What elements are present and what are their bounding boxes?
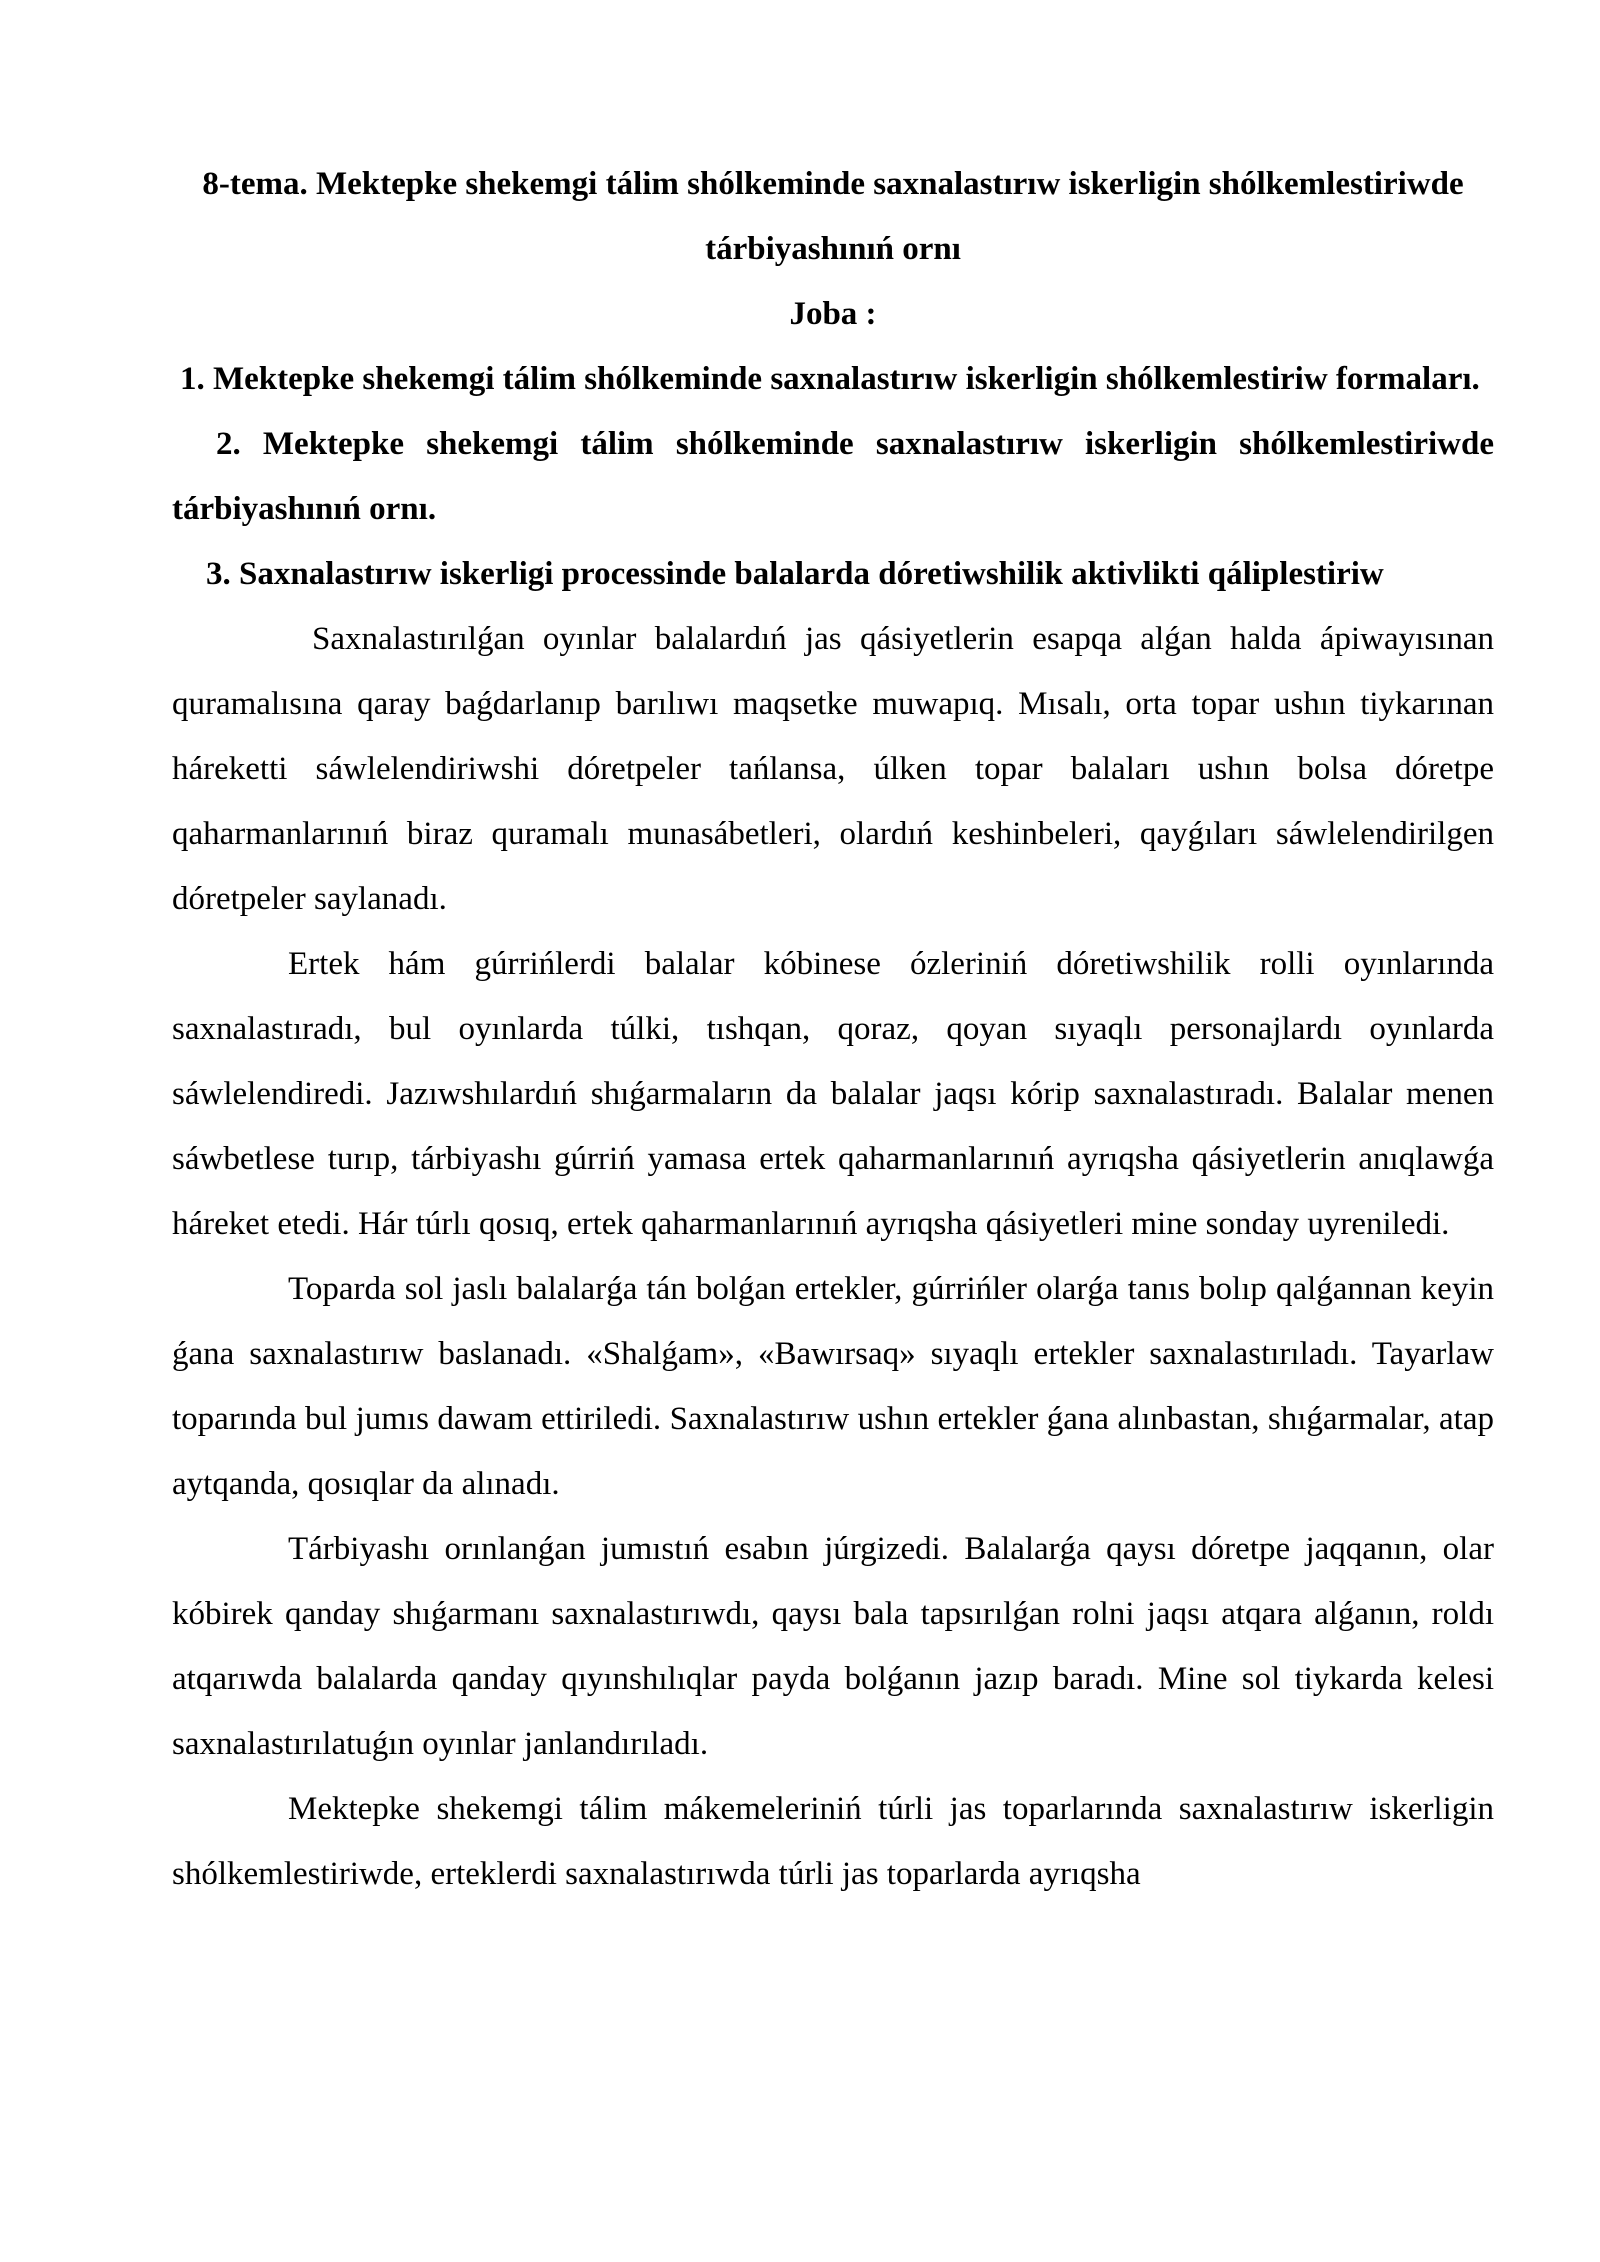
plan-item-3: 3. Saxnalastırıw iskerligi processinde balalarda dóretiwshilik aktivlikti qáliplestiriw — [206, 556, 1384, 592]
plan-heading: Joba : — [789, 296, 877, 332]
paragraph-3: Toparda sol jaslı balalarǵa tán bolǵan ertekler, gúrrińler olarǵa tanıs bolıp qalǵannan keyin ǵana saxnalastırıw baslanadı. «Shalǵam», «Bawırsaq» sıyaqlı ertekler saxnalastırıladı. Tayarlaw toparında bul jumıs dawam ettiriledi. Saxnalastırıw ushın ertekler ǵana alınbastan, shıǵarmalar, atap aytqanda, qosıqlar da alınadı. — [172, 1271, 1494, 1502]
paragraph-4: Tárbiyashı orınlanǵan jumıstıń esabın júrgizedi. Balalarǵa qaysı dóretpe jaqqanın, olar kóbirek qanday shıǵarmanı saxnalastırıwdı, qaysı bala tapsırılǵan rolni jaqsı atqara alǵanın, roldı atqarıwda balalarda qanday qıyınshılıqlar payda bolǵanın jazıp baradı. Mine sol tiykarda kelesi saxnalastırılatuǵın oyınlar janlandırıladı. — [172, 1531, 1494, 1762]
document-title: 8-tema. Mektepke shekemgi tálim shólkeminde saxnalastırıw iskerligin shólkemlestiriwde tárbiyashınıń ornı — [202, 166, 1464, 267]
paragraph-2: Ertek hám gúrrińlerdi balalar kóbinese ózleriniń dóretiwshilik rolli oyınlarında saxnalastıradı, bul oyınlarda túlki, tıshqan, qoraz, qoyan sıyaqlı personajlardı oyınlarda sáwlelendiredi. Jazıwshılardıń shıǵarmaların da balalar jaqsı kórip saxnalastıradı. Balalar menen sáwbetlese turıp, tárbiyashı gúrriń yamasa ertek qaharmanlarınıń ayrıqsha qásiyetlerin anıqlawǵa háreket etedi. Hár túrlı qosıq, ertek qaharmanlarınıń ayrıqsha qásiyetleri mine sonday uyreniledi. — [172, 946, 1494, 1242]
plan-item-2: 2. Mektepke shekemgi tálim shólkeminde saxnalastırıw iskerligin shólkemlestiriwde tárbiyashınıń ornı. — [172, 426, 1494, 527]
paragraph-1: Saxnalastırılǵan oyınlar balalardıń jas qásiyetlerin esapqa alǵan halda ápiwayısınan quramalısına qaray baǵdarlanıp barılıwı maqsetke muwapıq. Mısalı, orta topar ushın tiykarınan háreketti sáwlelendiriwshi dóretpeler tańlansa, úlken topar balaları ushın bolsa dóretpe qaharmanlarınıń biraz quramalı munasábetleri, olardıń keshinbeleri, qayǵıları sáwlelendirilgen dóretpeler saylanadı. — [172, 621, 1494, 917]
paragraph-5: Mektepke shekemgi tálim mákemeleriniń túrli jas toparlarında saxnalastırıw iskerligin shólkemlestiriwde, erteklerdi saxnalastırıwda túrli jas toparlarda ayrıqsha — [172, 1791, 1494, 1892]
plan-item-1: 1. Mektepke shekemgi tálim shólkeminde saxnalastırıw iskerligin shólkemlestiriw formaları. — [180, 361, 1480, 397]
document-body — [172, 152, 1494, 1907]
